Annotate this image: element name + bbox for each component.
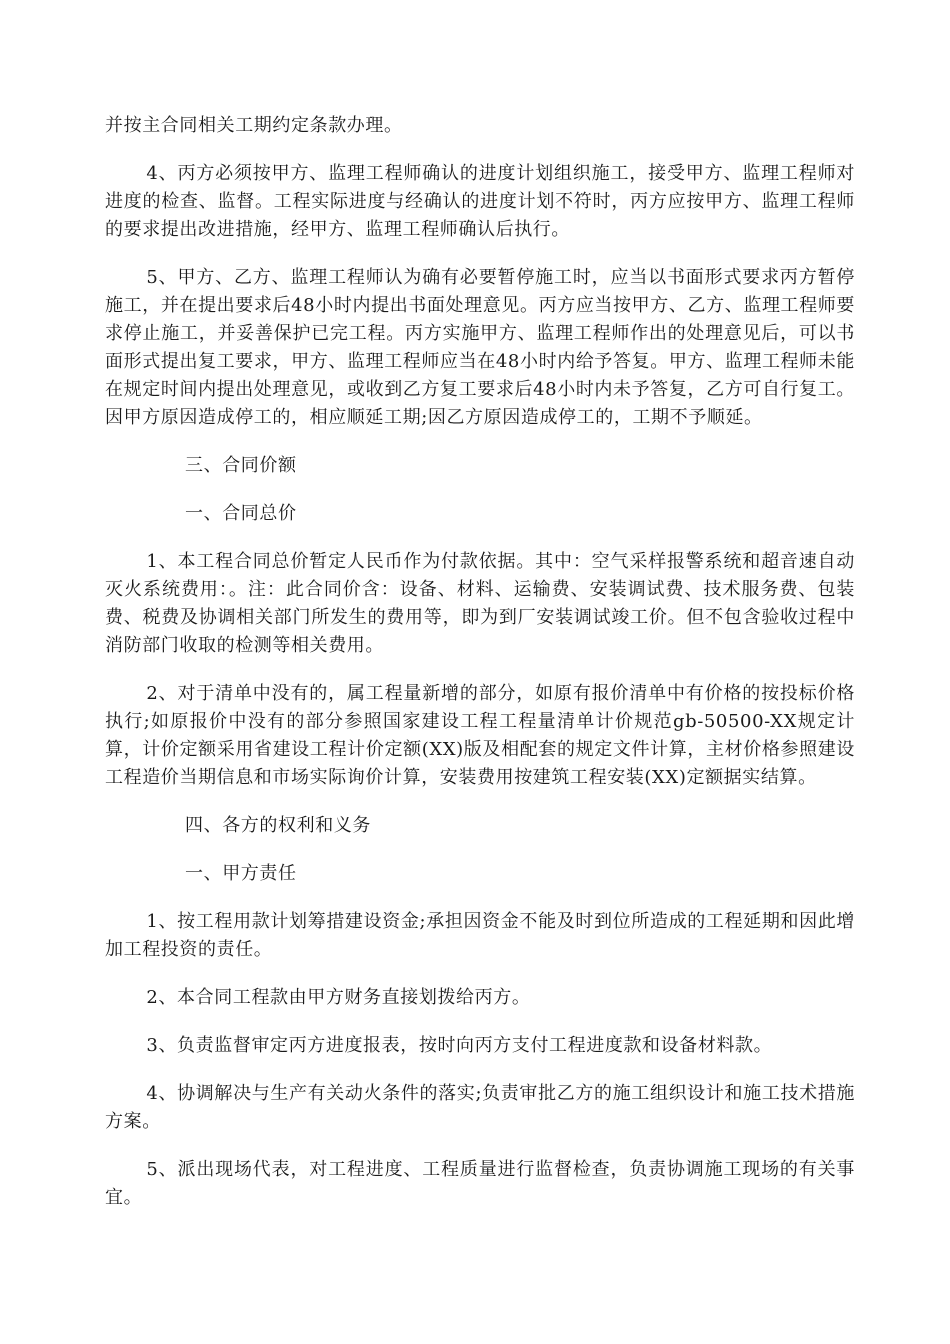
paragraph: 1、本工程合同总价暂定人民币作为付款依据。其中：空气采样报警系统和超音速自动灭火系统费用：。注：此合同价含：设备、材料、运输费、安装调试费、技术服务费、包装费、税费及协调相关部门所发生的费用等，即为到厂安装调试竣工价。但不包含验收过程中消防部门收取的检测等相关费用。 <box>105 551 855 656</box>
paragraph: 并按主合同相关工期约定条款办理。 <box>105 115 403 136</box>
section-heading: 四、各方的权利和义务 <box>185 815 371 836</box>
subsection-heading: 一、合同总价 <box>185 503 297 524</box>
paragraph: 3、负责监督审定丙方进度报表，按时向丙方支付工程进度款和设备材料款。 <box>146 1035 773 1056</box>
paragraph: 4、协调解决与生产有关动火条件的落实;负责审批乙方的施工组织设计和施工技术措施方案。 <box>105 1083 855 1132</box>
paragraph: 2、本合同工程款由甲方财务直接划拨给丙方。 <box>146 987 531 1008</box>
document-body <box>105 112 855 1232</box>
section-heading: 三、合同价额 <box>185 455 297 476</box>
paragraph: 4、丙方必须按甲方、监理工程师确认的进度计划组织施工，接受甲方、监理工程师对进度的检查、监督。工程实际进度与经确认的进度计划不符时，丙方应按甲方、监理工程师的要求提出改进措施，经甲方、监理工程师确认后执行。 <box>105 163 855 240</box>
paragraph: 1、按工程用款计划筹措建设资金;承担因资金不能及时到位所造成的工程延期和因此增加工程投资的责任。 <box>105 911 855 960</box>
paragraph: 5、派出现场代表，对工程进度、工程质量进行监督检查，负责协调施工现场的有关事宜。 <box>105 1159 855 1208</box>
paragraph: 5、甲方、乙方、监理工程师认为确有必要暂停施工时，应当以书面形式要求丙方暂停施工，并在提出要求后48小时内提出书面处理意见。丙方应当按甲方、乙方、监理工程师要求停止施工，并妥善保护已完工程。丙方实施甲方、监理工程师作出的处理意见后，可以书面形式提出复工要求，甲方、监理工程师应当在48小时内给予答复。甲方、监理工程师未能在规定时间内提出处理意见，或收到乙方复工要求后48小时内未予答复，乙方可自行复工。因甲方原因造成停工的，相应顺延工期;因乙方原因造成停工的，工期不予顺延。 <box>105 267 855 428</box>
paragraph: 2、对于清单中没有的，属工程量新增的部分，如原有报价清单中有价格的按投标价格执行;如原报价中没有的部分参照国家建设工程工程量清单计价规范gb-50500-XX规定计算，计价定额采用省建设工程计价定额(XX)版及相配套的规定文件计算，主材价格参照建设工程造价当期信息和市场实际询价计算，安装费用按建筑工程安装(XX)定额据实结算。 <box>105 683 855 788</box>
subsection-heading: 一、甲方责任 <box>185 863 297 884</box>
